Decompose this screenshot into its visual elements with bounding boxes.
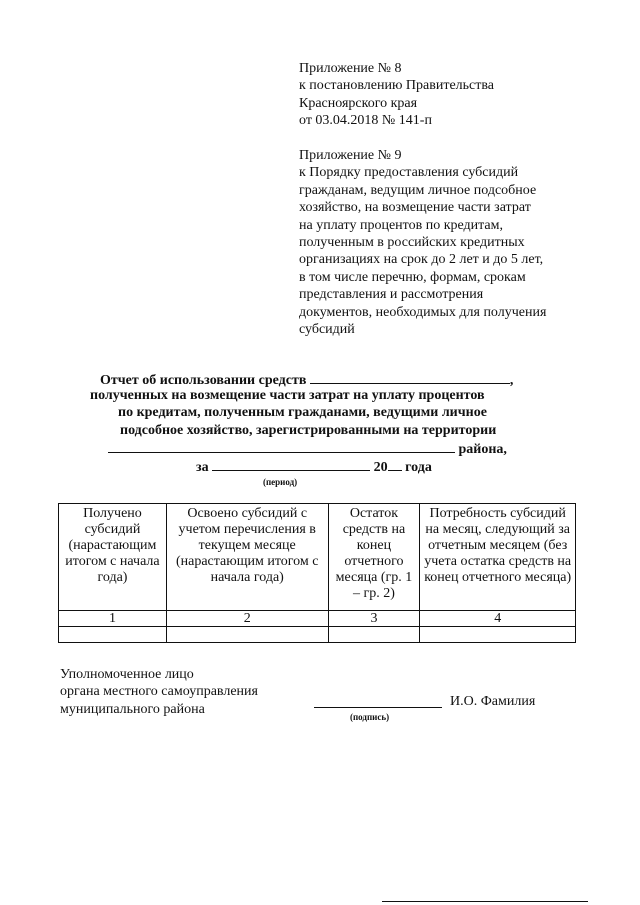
appendix-9-line: гражданам, ведущим личное подсобное xyxy=(299,182,537,198)
table-number-row xyxy=(59,611,576,627)
table-row xyxy=(59,627,576,643)
appendix-9-line: хозяйство, на возмещение части затрат xyxy=(299,200,531,216)
appendix-9-line: документов, необходимых для получения xyxy=(299,304,547,320)
period-year: 20 xyxy=(373,460,388,475)
report-table xyxy=(58,503,576,643)
appendix-9-line: представления и рассмотрения xyxy=(299,287,484,303)
appendix-9-line: субсидий xyxy=(299,322,355,338)
appendix-9-line: на уплату процентов по кредитам, xyxy=(299,217,504,233)
header-received: Получено субсидий (нарастающим итогом с начала года) xyxy=(59,504,167,611)
table-cell xyxy=(420,627,576,643)
period-caption: (период) xyxy=(263,477,298,487)
appendix-8-line: Приложение № 8 xyxy=(299,61,402,76)
signatory-line: муниципального района xyxy=(60,701,205,717)
column-number: 3 xyxy=(328,611,420,627)
table-header-row xyxy=(59,504,576,611)
funds-name-blank xyxy=(310,370,510,384)
report-period-line xyxy=(196,457,432,476)
table-cell xyxy=(166,627,328,643)
report-title-line-2: полученных на возмещение части затрат на уплату процентов xyxy=(90,388,485,403)
column-number: 2 xyxy=(166,611,328,627)
footer-rule xyxy=(382,901,588,902)
column-number: 4 xyxy=(420,611,576,627)
signatory-line: Уполномоченное лицо xyxy=(60,667,194,682)
report-title-text: Отчет об использовании средств xyxy=(100,373,307,388)
report-title-comma: , xyxy=(509,373,514,388)
signature-line xyxy=(314,707,442,708)
period-blank xyxy=(212,457,370,471)
district-suffix: района, xyxy=(458,442,507,457)
period-suffix: года xyxy=(405,460,432,475)
report-title-line-3: по кредитам, полученным гражданами, ведущими личное xyxy=(118,405,487,420)
table-cell xyxy=(328,627,420,643)
appendix-8-line: Красноярского края xyxy=(299,95,418,111)
report-title-line-4: подсобное хозяйство, зарегистрированными на территории xyxy=(120,423,497,438)
year-blank xyxy=(388,457,402,471)
signatory-name: И.О. Фамилия xyxy=(450,694,536,709)
appendix-8-line: от 03.04.2018 № 141-п xyxy=(299,113,432,129)
table-cell xyxy=(59,627,167,643)
appendix-9-line: организациях на срок до 2 лет и до 5 лет, xyxy=(299,252,544,268)
appendix-9-line: в том числе перечню, формам, срокам xyxy=(299,269,526,285)
signature-caption: (подпись) xyxy=(350,712,390,722)
report-title xyxy=(60,370,580,490)
appendix-9-block xyxy=(299,147,589,338)
header-need: Потребность субсидий на месяц, следующий за отчетным месяцем (без учета остатка средств на конец отчетного месяца) xyxy=(420,504,576,611)
appendix-9-line: к Порядку предоставления субсидий xyxy=(299,165,519,181)
header-used: Освоено субсидий с учетом перечисления в текущем месяце (нарастающим итогом с начала года) xyxy=(166,504,328,611)
appendix-8-line: к постановлению Правительства xyxy=(299,78,495,94)
header-remainder: Остаток средств на конец отчетного месяца (гр. 1 – гр. 2) xyxy=(328,504,420,611)
appendix-9-line: полученным в российских кредитных xyxy=(299,235,525,251)
period-prefix: за xyxy=(196,460,209,475)
signatory-line: органа местного самоуправления xyxy=(60,684,258,700)
district-name-blank xyxy=(108,439,455,453)
column-number: 1 xyxy=(59,611,167,627)
report-title-line-5 xyxy=(108,439,507,458)
appendix-9-line: Приложение № 9 xyxy=(299,148,402,163)
signature-block xyxy=(60,666,258,718)
appendix-8-block xyxy=(299,60,589,130)
